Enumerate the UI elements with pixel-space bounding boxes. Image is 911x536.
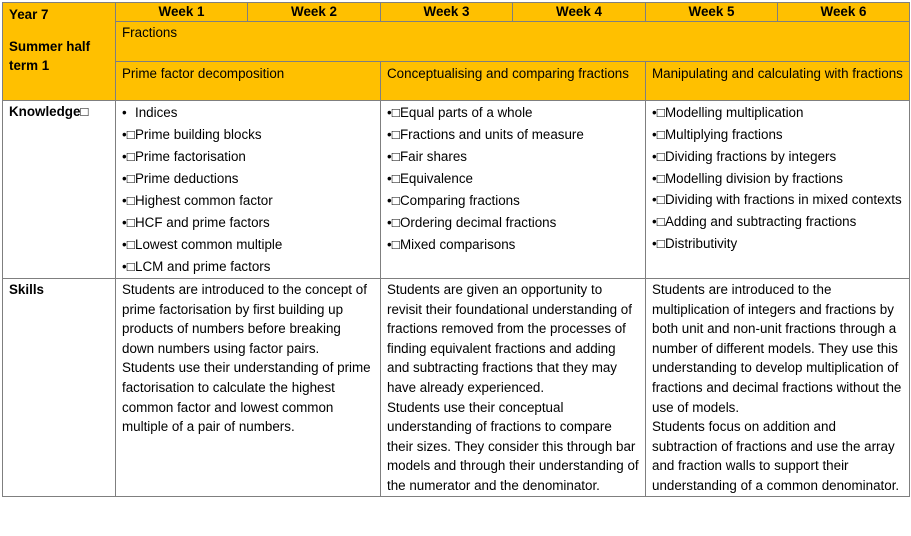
list-item: •□Dividing with fractions in mixed contexts bbox=[652, 192, 902, 207]
skills-row bbox=[3, 279, 910, 497]
week-2-header: Week 2 bbox=[248, 3, 381, 22]
list-item: •□HCF and prime factors bbox=[122, 215, 270, 230]
list-item: •□Prime building blocks bbox=[122, 127, 262, 142]
list-item: •□Lowest common multiple bbox=[122, 237, 283, 252]
year-term-cell bbox=[3, 3, 116, 101]
unit-3-title: Manipulating and calculating with fractions bbox=[646, 62, 910, 101]
list-item: •□Adding and subtracting fractions bbox=[652, 213, 857, 229]
week-1-header: Week 1 bbox=[116, 3, 248, 22]
list-item: •□Highest common factor bbox=[122, 193, 273, 208]
list-item: •□Modelling multiplication bbox=[652, 105, 804, 120]
list-item: •□Dividing fractions by integers bbox=[652, 149, 837, 164]
list-item: •□Distributivity bbox=[652, 235, 738, 251]
knowledge-col-1 bbox=[116, 101, 381, 279]
list-item: •□Equivalence bbox=[387, 171, 473, 186]
week-5-header: Week 5 bbox=[646, 3, 778, 22]
skills-paragraph: Students are given an opportunity to revisit their foundational understanding of fractions removed from the processes of finding equivalent fractions and adding and subtracting fractions that they may have already experienced. bbox=[387, 282, 632, 395]
curriculum-table bbox=[2, 2, 910, 497]
list-item: •□Modelling division by fractions bbox=[652, 171, 843, 186]
knowledge-col-2 bbox=[381, 101, 646, 279]
week-3-header: Week 3 bbox=[381, 3, 513, 22]
list-item: •□Prime deductions bbox=[122, 171, 239, 186]
unit-1-title: Prime factor decomposition bbox=[116, 62, 381, 101]
skills-label: Skills bbox=[3, 279, 116, 497]
term-label: Summer half term 1 bbox=[9, 38, 91, 73]
list-item: •□Equal parts of a whole bbox=[387, 105, 533, 120]
week-4-header: Week 4 bbox=[513, 3, 646, 22]
knowledge-row bbox=[3, 101, 910, 279]
skills-paragraph: Students use their understanding of prime factorisation to calculate the highest common factor and lowest common multiple of a pair of numbers. bbox=[122, 360, 371, 435]
list-item: •□Comparing fractions bbox=[387, 193, 520, 208]
knowledge-label: Knowledge□ bbox=[3, 101, 116, 279]
skills-paragraph: Students focus on addition and subtraction of fractions and use the array and fraction walls to support their understanding of a common denominator. bbox=[652, 419, 900, 493]
list-item: •□Fair shares bbox=[387, 149, 467, 164]
list-item: •□Fractions and units of measure bbox=[387, 127, 584, 142]
skills-paragraph: Students are introduced to the multiplication of integers and fractions by both unit and non-unit fractions through a number of different models. They use this understanding to develop multiplication of fractions and decimal fractions without the use of models. bbox=[652, 282, 902, 415]
list-item: •□Mixed comparisons bbox=[387, 237, 516, 252]
skills-paragraph: Students use their conceptual understanding of fractions to compare their sizes. They consider this through bar models and through their understanding of the numerator and the denominator. bbox=[387, 399, 639, 493]
week-6-header: Week 6 bbox=[778, 3, 910, 22]
list-item: •Indices bbox=[122, 105, 178, 120]
unit-2-title: Conceptualising and comparing fractions bbox=[381, 62, 646, 101]
list-item: •□Multiplying fractions bbox=[652, 127, 783, 142]
knowledge-col-3 bbox=[646, 101, 910, 279]
list-item: •□Prime factorisation bbox=[122, 149, 246, 164]
skills-col-1 bbox=[116, 279, 381, 497]
skills-paragraph: Students are introduced to the concept of prime factorisation by first building up products of numbers before breaking down numbers using factor pairs. bbox=[122, 282, 367, 356]
skills-col-2 bbox=[381, 279, 646, 497]
list-item: •□Ordering decimal fractions bbox=[387, 215, 557, 230]
strand-title: Fractions bbox=[116, 22, 910, 62]
year-label: Year 7 bbox=[9, 7, 49, 22]
skills-col-3 bbox=[646, 279, 910, 497]
list-item: •□LCM and prime factors bbox=[122, 259, 271, 274]
header-row bbox=[3, 3, 910, 22]
